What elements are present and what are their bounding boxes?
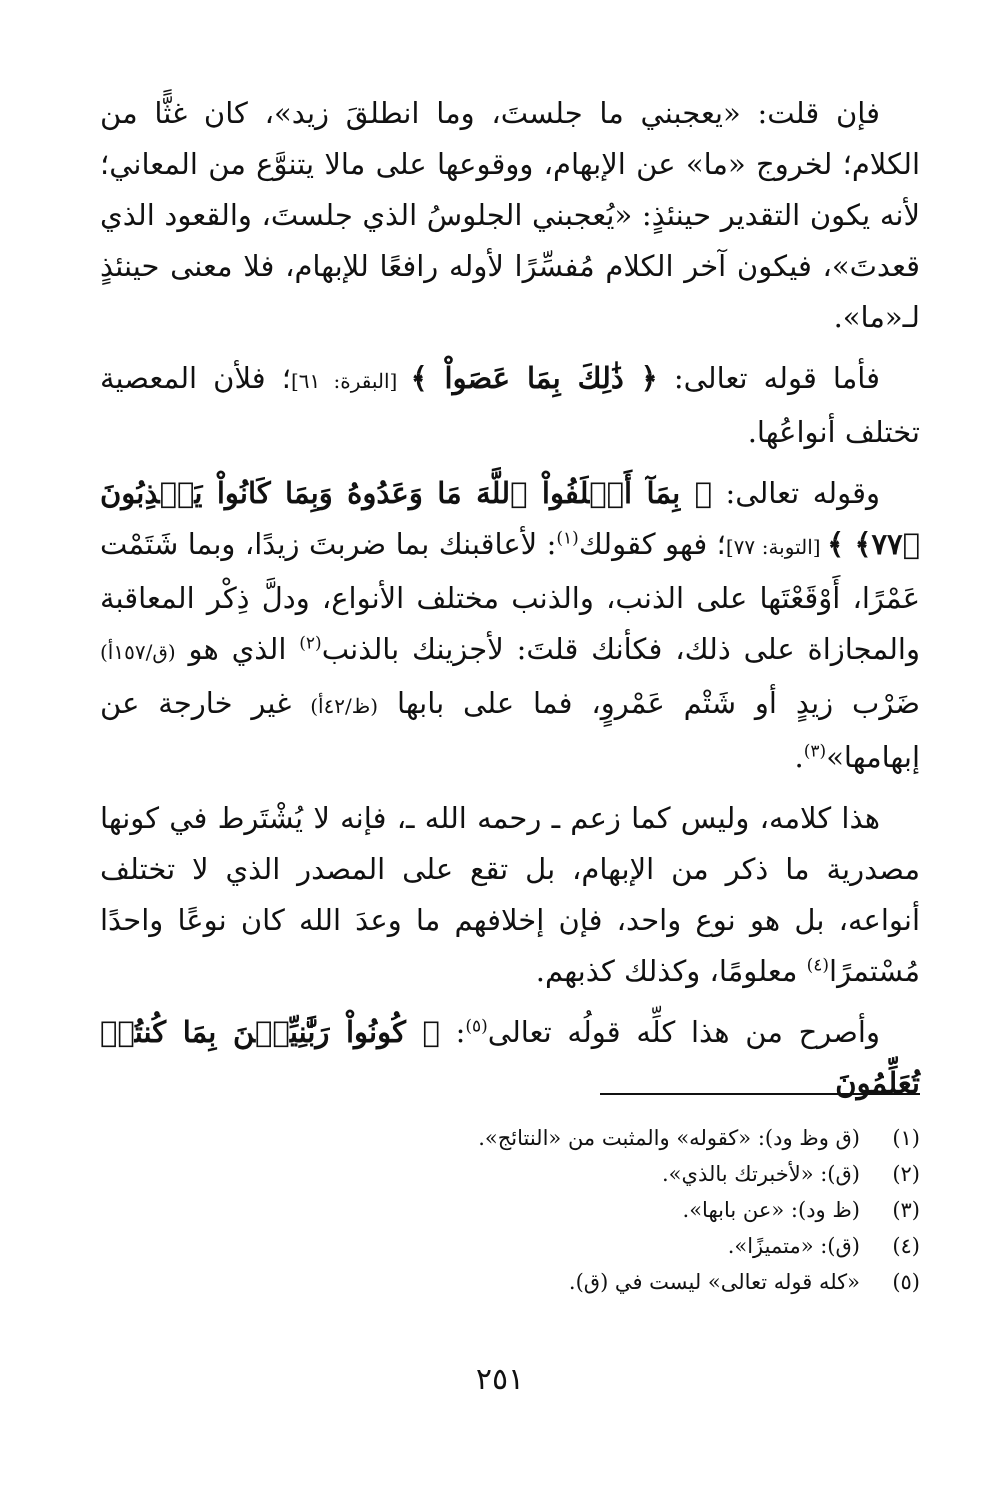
footnote-item — [100, 1264, 920, 1300]
footnote-item — [100, 1192, 920, 1228]
footnote-text: (ظ ود): «عن بابها». — [682, 1198, 860, 1222]
paragraph-1-text: فإن قلت: «يعجبني ما جلستَ، وما انطلقَ زيد»، كان غثًّا من الكلام؛ لخروج «ما» عن الإبهام، ووقوعها على مالا يتنوَّع من المعاني؛ لأنه يكون التقدير حينئذٍ: «يُعجبني الجلوسُ الذي جلستَ، والقعود الذي قعدتَ»، فيكون آخر الكلام مُفسِّرًا لأوله رافعًا للإبهام، فلا معنى حينئذٍ لـ«ما». — [100, 96, 920, 334]
footnote-text: (ق): «لأخبرتك بالذي». — [661, 1162, 860, 1186]
paragraph-2-lead: فأما قوله تعالى: — [657, 361, 880, 395]
paragraph-3-part-f: . — [794, 740, 804, 774]
quran-verse-al-imran: ﴿ كُونُواْ رَبَّٰنِيِّـۧنَ بِمَا كُنتُمۡ تُعَلِّمُونَ — [100, 1015, 920, 1100]
footnote-divider — [600, 1093, 920, 1095]
footnote-marker-2[interactable]: (٢) — [299, 633, 322, 654]
footnote-marker-5[interactable]: (٥) — [465, 1016, 488, 1037]
footnote-marker-3[interactable]: (٣) — [803, 741, 827, 762]
footnote-item — [100, 1156, 920, 1192]
paragraph-3-part-e: غير خارجة عن إبهامها» — [100, 686, 920, 774]
paragraph-2-tail: ؛ فلأن المعصية تختلف أنواعُها. — [100, 361, 920, 449]
footnote-number: (٢) — [892, 1162, 920, 1186]
quran-verse-tawbah: ﴿ بِمَآ أَخۡلَفُواْ ٱللَّهَ مَا وَعَدُوهُ وَبِمَا كَانُواْ يَكۡذِبُونَ ﴿٧٧﴾ ﴾ — [100, 476, 920, 561]
paragraph-3-part-d: ضَرْب زيدٍ أو شَتْم عَمْروٍ، فما على بابها — [378, 686, 920, 720]
footnote-item — [100, 1228, 920, 1264]
verse-reference-tawbah: [التوبة: ٧٧] — [725, 535, 828, 559]
paragraph-3-lead: وقوله تعالى: — [711, 476, 880, 510]
paragraph-5-part-b: : — [439, 1015, 466, 1049]
footnote-marker-1[interactable]: (١) — [556, 528, 579, 549]
paragraph-3-part-c: الذي هو — [175, 632, 300, 666]
paragraph-2 — [100, 353, 920, 458]
manuscript-marker-q157: (ق/١٥٧أ) — [100, 640, 176, 664]
footnote-text: (ق): «متميزًا». — [727, 1234, 860, 1258]
paragraph-4-part-b: معلومًا، وكذلك كذبهم. — [535, 954, 807, 988]
paragraph-1 — [100, 88, 920, 343]
manuscript-marker-z42: (ظ/٤٢أ) — [310, 694, 379, 718]
quran-verse-baqarah: ﴿ ذَٰلِكَ بِمَا عَصَواْ ﴾ — [410, 361, 658, 395]
main-text — [100, 88, 920, 1119]
footnote-number: (١) — [892, 1126, 920, 1150]
paragraph-5-part-a: وأصرح من هذا كلِّه قولُه تعالى — [487, 1015, 880, 1049]
footnote-marker-4[interactable]: (٤) — [806, 955, 830, 976]
page-number: ٢٥١ — [475, 1362, 525, 1397]
footnote-number: (٤) — [892, 1234, 920, 1258]
verse-reference-baqarah: [البقرة: ٦١] — [290, 369, 411, 393]
paragraph-4 — [100, 793, 920, 997]
footnote-number: (٥) — [892, 1270, 920, 1294]
paragraph-3-part-a: ؛ فهو كقولك — [578, 527, 726, 561]
footnotes — [100, 1120, 920, 1300]
footnote-item — [100, 1120, 920, 1156]
paragraph-3-part-b: : لأعاقبنك بما ضربتَ زيدًا، وبما شَتَمْت عَمْرًا، أَوْقَعْتَها على الذنب، والذنب مختلف الأنواع، ودلَّ ذِكْر المعاقبة والمجازاة على ذلك، فكأنك قلتَ: لأجزينك بالذنب — [100, 527, 920, 666]
footnote-text: (ق وظ ود): «كقوله» والمثبت من «النتائج». — [478, 1126, 860, 1150]
footnote-number: (٣) — [892, 1198, 920, 1222]
paragraph-3 — [100, 468, 920, 783]
paragraph-4-part-a: هذا كلامه، وليس كما زعم ـ رحمه الله ـ، فإنه لا يُشْتَرط في كونها مصدرية ما ذكر من الإبهام، بل تقع على المصدر الذي لا تختلف أنواعه، بل هو نوع واحد، فإن إخلافهم ما وعدَ الله كان نوعًا واحدًا مُسْتمرًا — [100, 801, 920, 988]
footnote-text: «كله قوله تعالى» ليست في (ق). — [568, 1270, 860, 1294]
